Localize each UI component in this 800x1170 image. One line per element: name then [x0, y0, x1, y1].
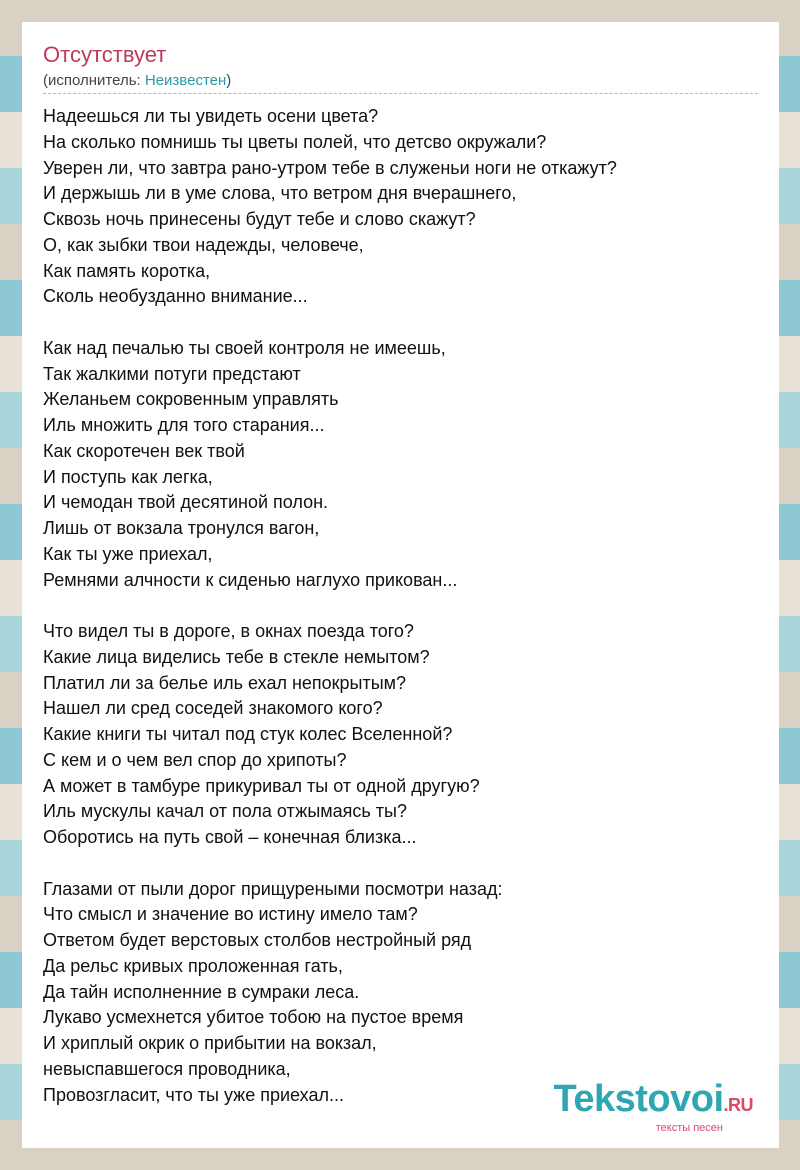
lyric-line: Как память коротка,	[43, 260, 211, 281]
lyric-line: Провозгласит, что ты уже приехал...	[43, 1084, 344, 1105]
lyrics-body	[43, 104, 758, 1108]
lyric-line: Иль множить для того старания...	[43, 415, 325, 435]
lyric-line: А может в тамбуре прикуривал ты от одной другую?	[43, 775, 480, 796]
lyric-line: И держышь ли в уме слова, что ветром дня вчерашнего,	[43, 183, 517, 204]
lyric-line: Да тайн исполненние в сумраки леса.	[43, 981, 360, 1002]
lyric-line: Иль мускулы качал от пола отжымаясь ты?	[43, 801, 407, 822]
lyric-line: Уверен ли, что завтра рано-утром тебе в служеньи ноги не откажут?	[43, 157, 617, 178]
lyric-line: Какие книги ты читал под стук колес Вселенной?	[43, 724, 453, 744]
logo-text: Tekstovoi	[553, 1078, 724, 1120]
lyrics-stanza	[43, 336, 758, 594]
lyric-line: И чемодан твой десятиной полон.	[43, 492, 329, 513]
lyric-line: Как над печалью ты своей контроля не имеешь,	[43, 337, 446, 358]
lyric-line: Да рельс кривых проложенная гать,	[43, 955, 343, 976]
artist-suffix: )	[226, 72, 232, 89]
artist-prefix: (исполнитель:	[43, 72, 145, 89]
logo-tld: .RU	[723, 1095, 753, 1115]
lyric-line: Глазами от пыли дорог прищуреными посмотри назад:	[43, 878, 503, 899]
lyrics-stanza	[43, 104, 758, 310]
lyrics-stanza	[43, 877, 758, 1109]
lyric-line: Оборотись на путь свой – конечная близка...	[43, 827, 417, 847]
lyric-line: Сколь необузданно внимание...	[43, 286, 308, 307]
lyric-line: С кем и о чем вел спор до хрипоты?	[43, 749, 347, 770]
lyric-line: Ремнями алчности к сиденью наглухо прикован...	[43, 569, 458, 590]
lyric-line: невыспавшегося проводника,	[43, 1058, 291, 1079]
lyric-line: На сколько помнишь ты цветы полей, что детсво окружали?	[43, 131, 547, 152]
lyric-line: Лукаво усмехнется убитое тобою на пустое время	[43, 1007, 464, 1028]
lyric-line: Платил ли за белье иль ехал непокрытым?	[43, 672, 407, 693]
lyric-line: Надеешься ли ты увидеть осени цвета?	[43, 106, 379, 126]
lyric-line: И хриплый окрик о прибытии на вокзал,	[43, 1033, 377, 1053]
song-title: Отсутствует	[43, 42, 167, 67]
lyric-line: Лишь от вокзала тронулся вагон,	[43, 518, 320, 538]
lyrics-sheet	[22, 22, 779, 1148]
lyric-line: О, как зыбки твои надежды, человече,	[43, 234, 364, 255]
artist-link[interactable]: Неизвестен	[144, 72, 227, 89]
lyric-line: Что смысл и значение во истину имело там?	[43, 904, 418, 925]
divider	[43, 93, 758, 94]
lyric-line: Какие лица виделись тебе в стекле немытом?	[43, 646, 430, 667]
lyric-line: Как скоротечен век твой	[43, 440, 245, 461]
logo-tagline: тексты песен	[655, 1122, 723, 1134]
artist-line	[43, 72, 231, 89]
lyric-line: Сквозь ночь принесены будут тебе и слово скажут?	[43, 209, 476, 229]
lyric-line: Что видел ты в дороге, в окнах поезда того?	[43, 621, 414, 641]
site-logo[interactable]	[553, 1080, 753, 1134]
lyric-line: И поступь как легка,	[43, 466, 213, 487]
lyric-line: Так жалкими потуги предстают	[43, 363, 301, 384]
lyric-line: Ответом будет верстовых столбов нестройный ряд	[43, 930, 472, 950]
lyric-line: Как ты уже приехал,	[43, 543, 213, 564]
lyrics-stanza	[43, 619, 758, 851]
lyric-line: Желаньем сокровенным управлять	[43, 389, 339, 410]
lyric-line: Нашел ли сред соседей знакомого кого?	[43, 698, 383, 719]
